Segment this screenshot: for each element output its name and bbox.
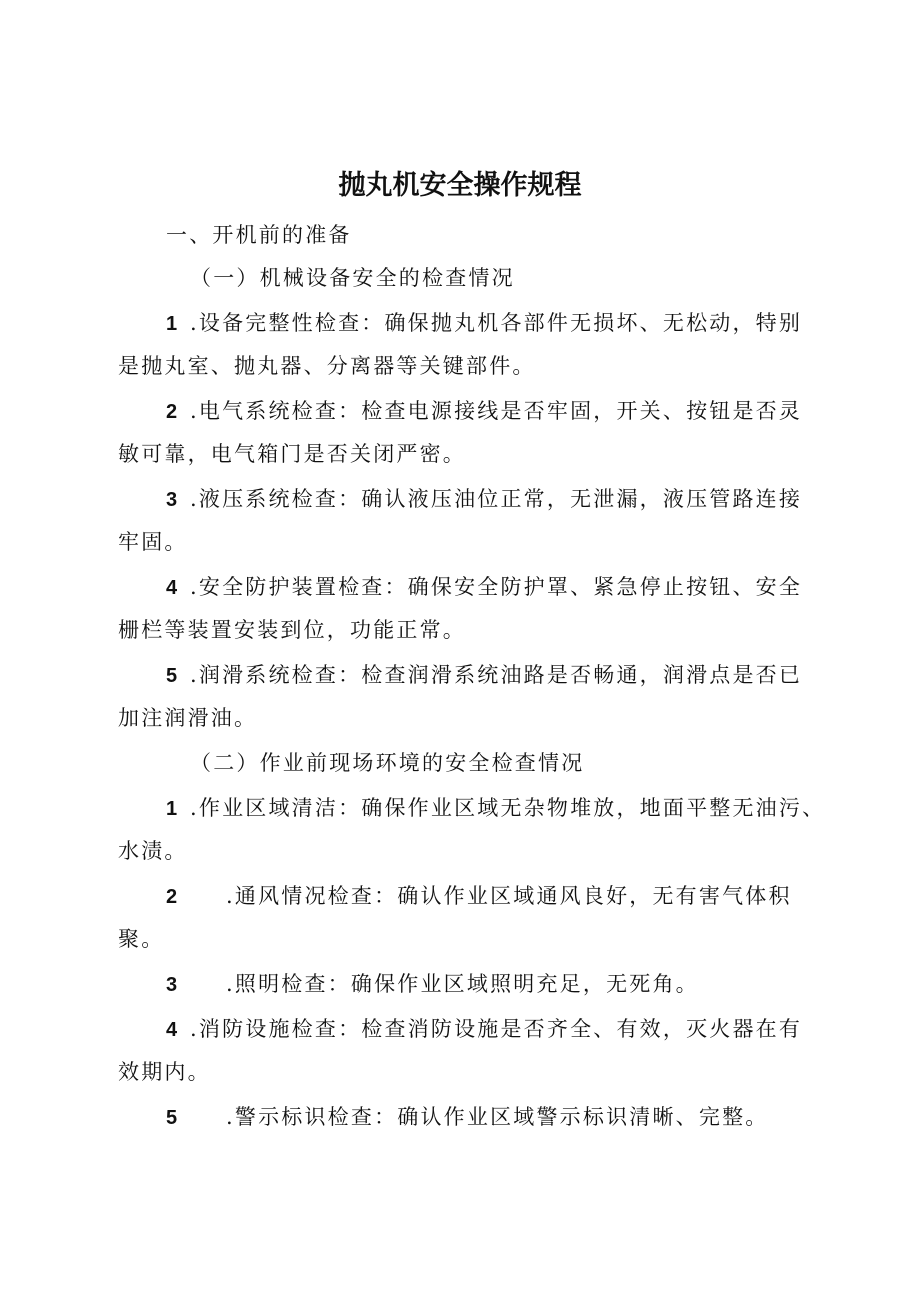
list-item — [166, 484, 802, 515]
item-text: .照明检查：确保作业区域照明充足，无死角。 — [226, 972, 699, 996]
item-text: .电气系统检查：检查电源接线是否牢固，开关、按钮是否灵 — [190, 399, 803, 423]
list-item — [166, 793, 825, 824]
item-continuation: 加注润滑油。 — [118, 706, 258, 730]
item-continuation: 牢固。 — [118, 530, 188, 554]
list-item — [166, 881, 792, 912]
item-continuation: 栅栏等装置安装到位，功能正常。 — [118, 618, 466, 642]
item-text: .润滑系统检查：检查润滑系统油路是否畅通，润滑点是否已 — [190, 663, 803, 687]
item-continuation: 效期内。 — [118, 1060, 211, 1084]
subsection-heading: （二）作业前现场环境的安全检查情况 — [190, 751, 585, 775]
list-item — [166, 969, 699, 1000]
item-number: 2 — [166, 886, 178, 908]
item-text: .警示标识检查：确认作业区域警示标识清晰、完整。 — [226, 1105, 769, 1129]
item-continuation: 是抛丸室、抛丸器、分离器等关键部件。 — [118, 354, 536, 378]
list-item — [166, 572, 802, 603]
item-continuation: 聚。 — [118, 927, 165, 951]
list-item — [166, 308, 802, 339]
item-text: .液压系统检查：确认液压油位正常，无泄漏，液压管路连接 — [190, 487, 803, 511]
item-text: .设备完整性检查：确保抛丸机各部件无损坏、无松动，特别 — [190, 311, 803, 335]
item-number: 5 — [166, 1107, 178, 1129]
list-item — [166, 660, 802, 691]
item-number: 3 — [166, 974, 178, 996]
list-item — [166, 1014, 802, 1045]
item-number: 2 — [166, 401, 178, 423]
item-text: .安全防护装置检查：确保安全防护罩、紧急停止按钮、安全 — [190, 575, 803, 599]
item-number: 4 — [166, 1019, 178, 1041]
list-item — [166, 396, 802, 427]
list-item — [166, 1102, 768, 1133]
section-heading: 一、开机前的准备 — [166, 223, 352, 247]
item-continuation: 敏可靠，电气箱门是否关闭严密。 — [118, 442, 466, 466]
item-number: 1 — [166, 798, 178, 820]
item-number: 1 — [166, 313, 178, 335]
item-text: .通风情况检查：确认作业区域通风良好，无有害气体积 — [226, 884, 792, 908]
subsection-heading: （一）机械设备安全的检查情况 — [190, 266, 515, 290]
item-text: .作业区域清洁：确保作业区域无杂物堆放，地面平整无油污、 — [190, 796, 826, 820]
document-title: 抛丸机安全操作规程 — [338, 170, 582, 201]
item-text: .消防设施检查：检查消防设施是否齐全、有效，灭火器在有 — [190, 1017, 803, 1041]
item-number: 3 — [166, 489, 178, 511]
item-continuation: 水渍。 — [118, 839, 188, 863]
item-number: 5 — [166, 665, 178, 687]
item-number: 4 — [166, 577, 178, 599]
